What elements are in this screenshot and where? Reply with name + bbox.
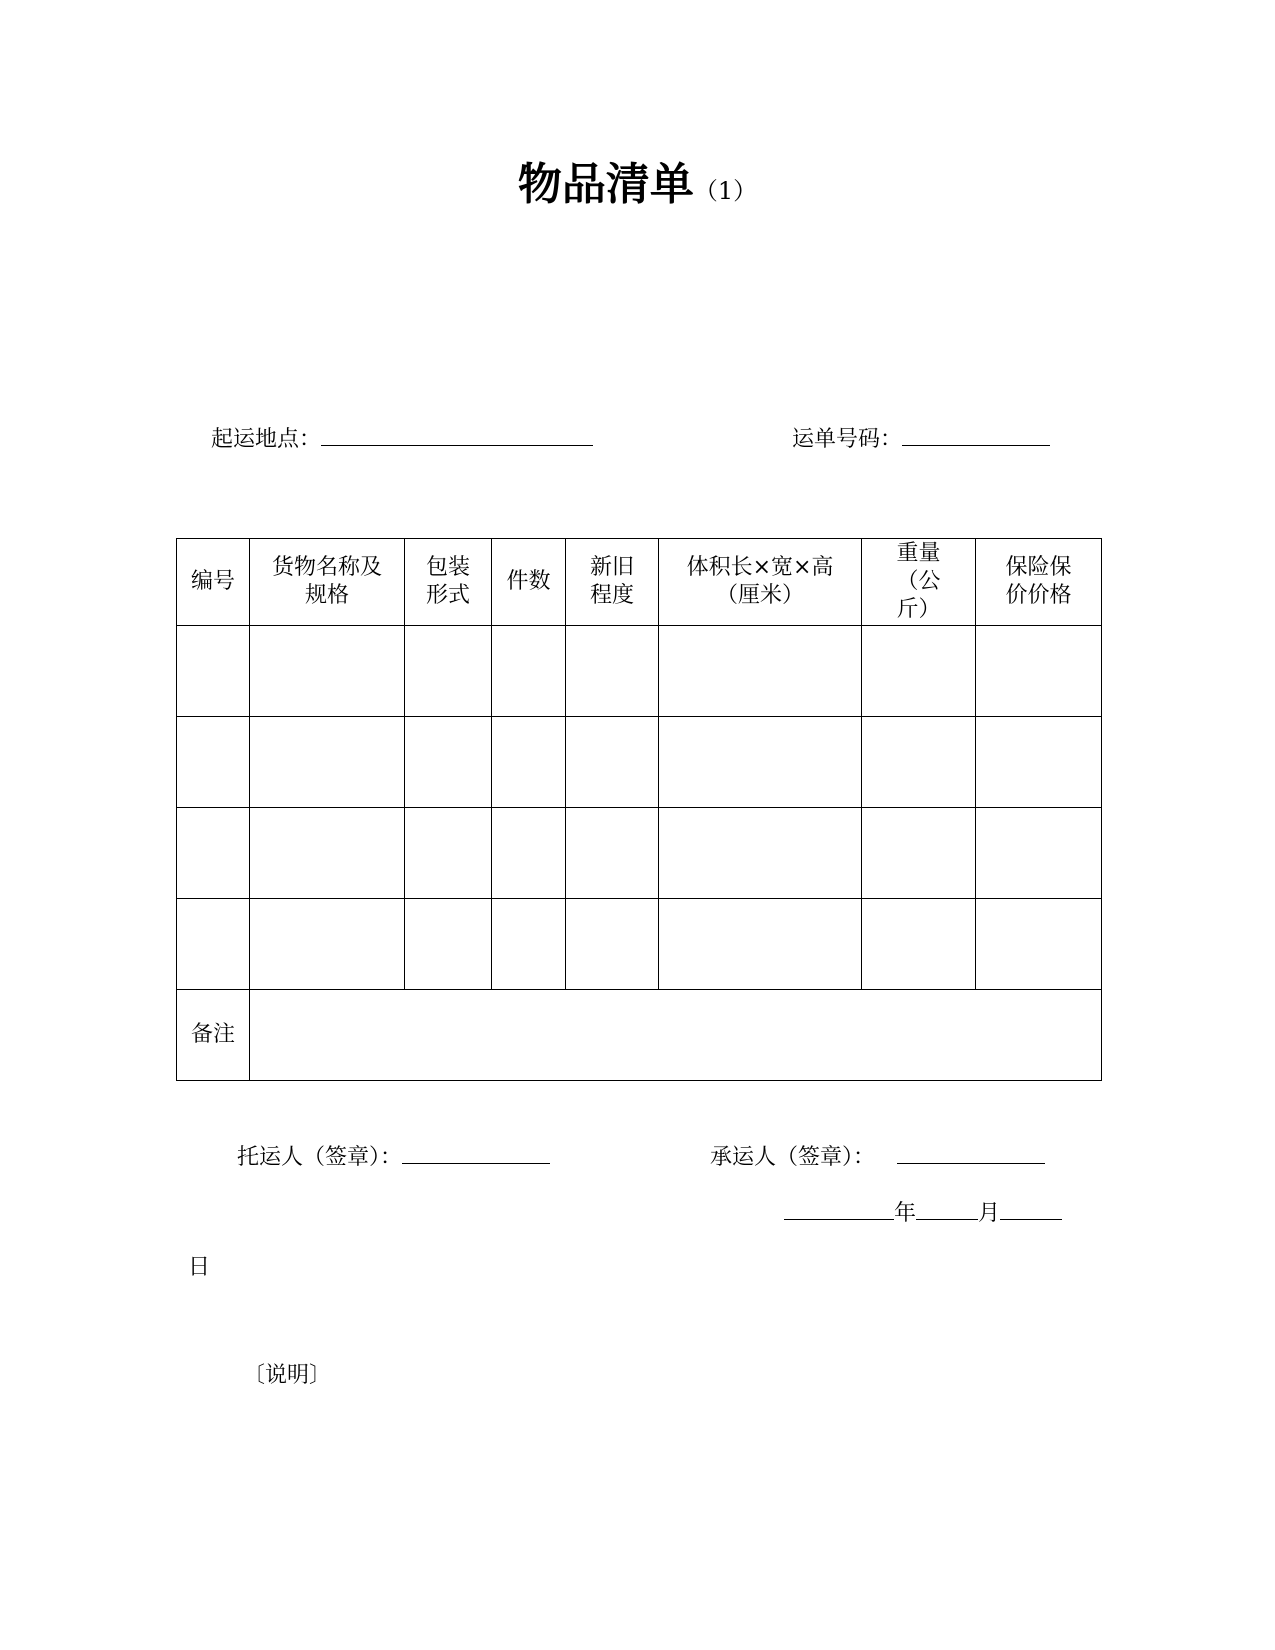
remarks-value[interactable] bbox=[250, 990, 1102, 1081]
table-cell[interactable] bbox=[976, 808, 1102, 899]
origin-field bbox=[211, 423, 593, 455]
table-row bbox=[177, 717, 1102, 808]
table-cell[interactable] bbox=[250, 808, 405, 899]
table-cell[interactable] bbox=[862, 808, 976, 899]
waybill-input-line[interactable] bbox=[902, 423, 1050, 446]
month-input-line[interactable] bbox=[916, 1197, 978, 1220]
table-cell[interactable] bbox=[566, 808, 659, 899]
goods-table bbox=[176, 538, 1102, 1081]
header-cell: 重量（公斤） bbox=[862, 539, 976, 626]
table-cell[interactable] bbox=[492, 626, 566, 717]
table-cell[interactable] bbox=[976, 899, 1102, 990]
table-row bbox=[177, 808, 1102, 899]
table-row bbox=[177, 899, 1102, 990]
carrier-signature-line[interactable] bbox=[897, 1141, 1045, 1164]
table-cell[interactable] bbox=[659, 808, 862, 899]
table-cell[interactable] bbox=[405, 717, 492, 808]
origin-input-line[interactable] bbox=[321, 423, 593, 446]
header-cell: 编号 bbox=[177, 539, 250, 626]
table-cell[interactable] bbox=[566, 899, 659, 990]
title-suffix: （1） bbox=[693, 177, 758, 205]
header-cell: 新旧程度 bbox=[566, 539, 659, 626]
table-cell[interactable] bbox=[659, 899, 862, 990]
shipper-label: 托运人（签章）： bbox=[237, 1145, 403, 1170]
month-label: 月 bbox=[978, 1201, 1001, 1226]
table-cell[interactable] bbox=[976, 626, 1102, 717]
shipper-signature-line[interactable] bbox=[402, 1141, 550, 1164]
origin-label: 起运地点： bbox=[211, 427, 322, 452]
carrier-label: 承运人（签章）： bbox=[710, 1145, 876, 1170]
note-label: 〔说明〕 bbox=[243, 1363, 332, 1388]
table-cell[interactable] bbox=[492, 717, 566, 808]
header-cell: 保险保价价格 bbox=[976, 539, 1102, 626]
header-cell: 货物名称及规格 bbox=[250, 539, 405, 626]
table-cell[interactable] bbox=[566, 626, 659, 717]
title-text: 物品清单 bbox=[517, 159, 694, 210]
waybill-label: 运单号码： bbox=[792, 427, 903, 452]
header-cell: 体积长×宽×高（厘米） bbox=[659, 539, 862, 626]
table-cell[interactable] bbox=[250, 626, 405, 717]
carrier-signature bbox=[710, 1141, 1045, 1173]
header-cell: 件数 bbox=[492, 539, 566, 626]
table-row bbox=[177, 626, 1102, 717]
day-label: 日 bbox=[188, 1255, 211, 1280]
table-cell[interactable] bbox=[862, 717, 976, 808]
header-cell: 包装形式 bbox=[405, 539, 492, 626]
table-cell[interactable] bbox=[492, 808, 566, 899]
table-cell[interactable] bbox=[177, 899, 250, 990]
table-cell[interactable] bbox=[659, 626, 862, 717]
remarks-row bbox=[177, 990, 1102, 1081]
day-input-line[interactable] bbox=[1000, 1197, 1062, 1220]
table-cell[interactable] bbox=[405, 899, 492, 990]
table-cell[interactable] bbox=[566, 717, 659, 808]
year-label: 年 bbox=[894, 1201, 917, 1226]
year-input-line[interactable] bbox=[784, 1197, 894, 1220]
table-cell[interactable] bbox=[405, 808, 492, 899]
waybill-field bbox=[792, 423, 1050, 455]
table-cell[interactable] bbox=[177, 626, 250, 717]
table-cell[interactable] bbox=[405, 626, 492, 717]
table-cell[interactable] bbox=[177, 808, 250, 899]
table-cell[interactable] bbox=[177, 717, 250, 808]
table-cell[interactable] bbox=[659, 717, 862, 808]
table-cell[interactable] bbox=[492, 899, 566, 990]
table-cell[interactable] bbox=[976, 717, 1102, 808]
table-cell[interactable] bbox=[250, 717, 405, 808]
shipper-signature bbox=[237, 1141, 550, 1173]
table-header-row bbox=[177, 539, 1102, 626]
remarks-label: 备注 bbox=[177, 990, 250, 1081]
document-title bbox=[0, 148, 1275, 212]
table-cell[interactable] bbox=[862, 899, 976, 990]
table-cell[interactable] bbox=[250, 899, 405, 990]
date-field bbox=[784, 1197, 1062, 1229]
table-cell[interactable] bbox=[862, 626, 976, 717]
